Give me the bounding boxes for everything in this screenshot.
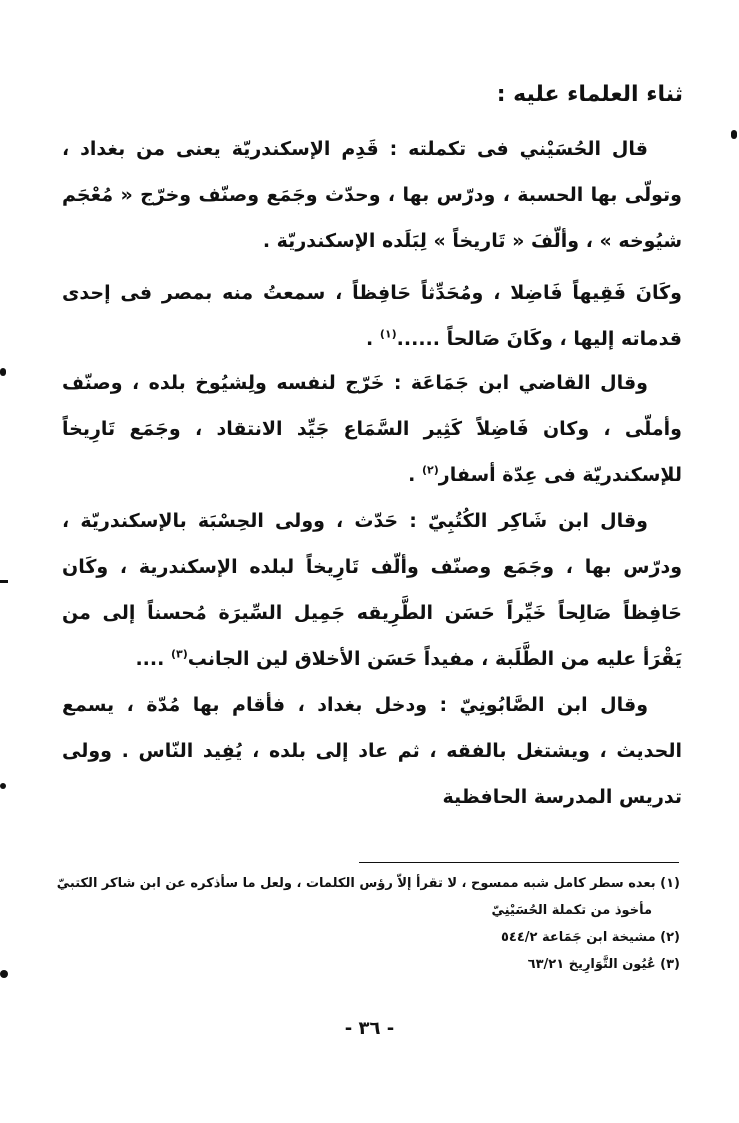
footnote-2: (٢) مشيخة ابن جَمَاعة ٥٤٤/٢ [500, 930, 680, 945]
scan-mark [0, 580, 8, 583]
paragraph-ibn-sabuni [62, 682, 682, 820]
paragraph-end: .... [135, 648, 171, 670]
footnote-ref-1: (١) [379, 327, 397, 341]
section-heading: ثناء العلماء عليه : [496, 82, 683, 107]
paragraph-husayni [62, 126, 682, 264]
paragraph-ibn-jamaa [62, 360, 682, 498]
footnote-1: (١) بعده سطر كامل شبه ممسوح ، لا تقرأ إلاّ رؤس الكلمات ، ولعل ما سأذكره عن ابن شاكر الكتبيّ [56, 876, 680, 891]
footnote-ref-2: (٢) [421, 463, 439, 477]
footnotes [40, 870, 680, 978]
footnote-3: (٣) عُيُون التَّوَارِيخ ٦٣/٢١ [527, 957, 680, 972]
page-number: - ٣٦ - [344, 1018, 395, 1039]
scan-mark [0, 783, 6, 789]
scan-mark [731, 130, 737, 139]
footnote-1-continued: مأخوذ من تكملة الحُسَيْنِيّ [491, 903, 652, 918]
footnote-ref-3: (٣) [170, 647, 188, 661]
paragraph-end: . [366, 328, 380, 350]
scan-mark [0, 970, 8, 978]
paragraph-text: وقال القاضي ابن جَمَاعَة : خَرّج لنفسه ولِشيُوخ بلده ، وصنّف وأملّى ، وكان فَاضِلاً كَثِير السَّمَاع جَيِّد الانتقاد ، وجَمَع تَارِيخاً للإسكندريّة فى عِدّة أسفار [62, 372, 682, 486]
scan-mark [0, 368, 6, 376]
paragraph-text: وكَانَ فَقِيهاً فَاضِلا ، ومُحَدِّثاً حَافِظاً ، سمعتُ منه بمصر فى إحدى قدماته إليها ، وكَانَ صَالحاً ...... [62, 282, 682, 350]
paragraph-text: وقال ابن الصَّابُونِيّ : ودخل بغداد ، فأقام بها مُدّة ، يسمع الحديث ، ويشتغل بالفقه ، ثم عاد إلى بلده ، يُفِيد النّاس . وولى تدريس المدرسة الحافظية [62, 694, 682, 808]
paragraph-text: قال الحُسَيْني فى تكملته : قَدِم الإسكندريّة يعنى من بغداد ، وتولّى بها الحسبة ، ودرّس بها ، وحدّث وجَمَع وصنّف وخرّج « مُعْجَم شيُوخه » ، وألّفَ « تَاريخاً » لِبَلَده الإسكندريّة . [62, 138, 682, 252]
footnote-divider [359, 862, 679, 863]
paragraph-ibn-shakir [62, 498, 682, 682]
paragraph-husayni-continued [62, 270, 682, 362]
paragraph-text: وقال ابن شَاكِر الكُتُبِيّ : حَدّث ، وولى الحِسْبَة بالإسكندريّة ، ودرّس بها ، وجَمَع وصنّف وألّف تَارِيخاً لبلده الإسكندرية ، وكَان حَافِظاً صَالِحاً خَيِّراً حَسَن الطَّرِيقه جَمِيل السِّيرَة مُحسناً إلى من يَقْرَأ عليه من الطَّلَبة ، مفيداً حَسَن الأخلاق لين الجانب [62, 510, 682, 670]
paragraph-end: . [408, 464, 422, 486]
